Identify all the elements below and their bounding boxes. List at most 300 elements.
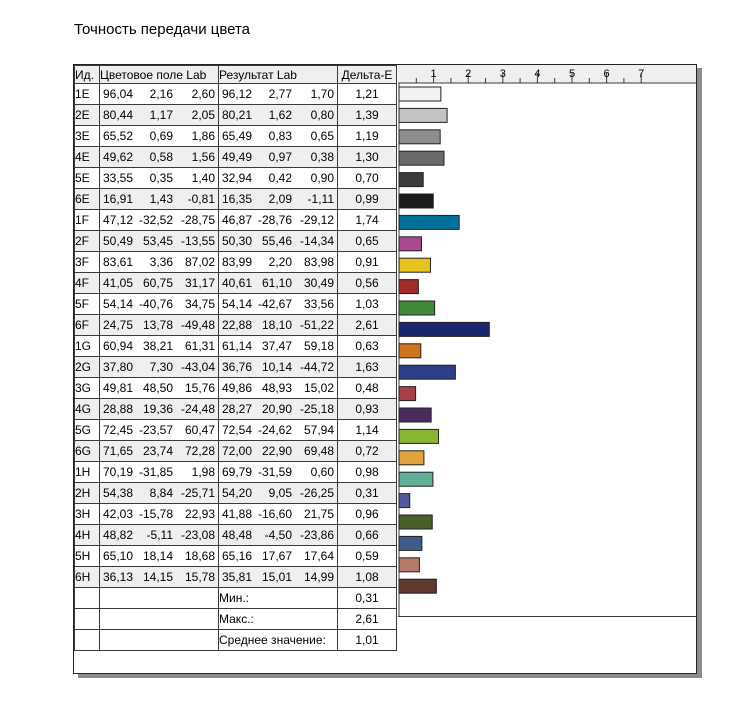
delta-e-value: 1,74 [338, 210, 397, 231]
patch-id: 3E [75, 126, 100, 147]
summary-row [75, 630, 397, 651]
lab-a-value: 8,84 [149, 486, 173, 500]
result-lab-cell [219, 567, 338, 588]
lab-a-value: 7,30 [149, 360, 173, 374]
lab-a-value: 2,77 [268, 87, 292, 101]
lab-b-value: 0,60 [310, 465, 334, 479]
delta-e-value: 1,63 [338, 357, 397, 378]
target-lab-cell [100, 126, 219, 147]
lab-a-value: 0,42 [268, 171, 292, 185]
lab-a-value: 22,90 [261, 444, 292, 458]
lab-l-value: 65,49 [221, 129, 252, 143]
lab-l-value: 50,49 [102, 234, 133, 248]
result-lab-cell [219, 378, 338, 399]
lab-l-value: 83,99 [221, 255, 252, 269]
delta-e-value: 1,39 [338, 105, 397, 126]
result-lab-cell [219, 441, 338, 462]
patch-id: 4G [75, 399, 100, 420]
lab-b-value: 0,65 [310, 129, 334, 143]
table-row [75, 105, 397, 126]
lab-a-value: 9,05 [268, 486, 292, 500]
delta-e-value: 1,08 [338, 567, 397, 588]
patch-id: 1H [75, 462, 100, 483]
lab-a-value: 53,45 [142, 234, 173, 248]
lab-a-value: 55,46 [261, 234, 292, 248]
lab-l-value: 46,87 [221, 213, 252, 227]
delta-e-value: 0,91 [338, 252, 397, 273]
table-row [75, 273, 397, 294]
delta-e-bar [399, 536, 422, 550]
target-lab-cell [100, 567, 219, 588]
lab-l-value: 80,21 [221, 108, 252, 122]
patch-id: 6H [75, 567, 100, 588]
delta-e-value: 0,65 [338, 231, 397, 252]
table-row [75, 441, 397, 462]
lab-a-value: 1,17 [149, 108, 173, 122]
color-accuracy-table [74, 65, 397, 651]
delta-e-bar [399, 258, 430, 272]
lab-b-value: 83,98 [303, 255, 334, 269]
lab-b-value: -0,81 [187, 192, 215, 206]
delta-e-bar [399, 344, 421, 358]
table-header-row [75, 66, 397, 84]
table-row [75, 567, 397, 588]
delta-e-bar-chart [398, 65, 696, 616]
lab-a-value: -31,59 [257, 465, 292, 479]
lab-l-value: 16,91 [102, 192, 133, 206]
lab-b-value: 0,90 [310, 171, 334, 185]
lab-l-value: 83,61 [102, 255, 133, 269]
target-lab-cell [100, 105, 219, 126]
lab-l-value: 96,04 [102, 87, 133, 101]
target-lab-cell [100, 546, 219, 567]
lab-a-value: 2,09 [268, 192, 292, 206]
x-tick-label: 4 [534, 68, 541, 80]
lab-b-value: 61,31 [184, 339, 215, 353]
target-lab-cell [100, 147, 219, 168]
lab-b-value: 31,17 [184, 276, 215, 290]
lab-a-value: -42,67 [257, 297, 292, 311]
lab-b-value: -24,48 [180, 402, 215, 416]
lab-b-value: -25,71 [180, 486, 215, 500]
lab-l-value: 41,05 [102, 276, 133, 290]
lab-b-value: -14,34 [299, 234, 334, 248]
delta-e-value: 0,48 [338, 378, 397, 399]
lab-a-value: -40,76 [138, 297, 173, 311]
lab-l-value: 54,14 [102, 297, 133, 311]
summary-label: Среднее значение: [219, 630, 338, 651]
lab-a-value: -32,52 [138, 213, 173, 227]
summary-label: Макс.: [219, 609, 338, 630]
delta-e-bar [399, 173, 423, 187]
table-row [75, 126, 397, 147]
lab-l-value: 28,27 [221, 402, 252, 416]
target-lab-cell [100, 273, 219, 294]
result-lab-cell [219, 462, 338, 483]
delta-e-bar [399, 558, 419, 572]
result-lab-cell [219, 483, 338, 504]
delta-e-bar [399, 429, 438, 443]
x-tick-label: 1 [430, 68, 437, 80]
lab-b-value: 1,86 [191, 129, 215, 143]
empty-cell [75, 630, 100, 651]
lab-b-value: 22,93 [184, 507, 215, 521]
summary-value: 1,01 [338, 630, 397, 651]
result-lab-cell [219, 231, 338, 252]
lab-l-value: 65,52 [102, 129, 133, 143]
header-delta-e: Дельта-E [338, 66, 397, 84]
table-row [75, 504, 397, 525]
patch-id: 2G [75, 357, 100, 378]
result-lab-cell [219, 168, 338, 189]
lab-a-value: -23,57 [138, 423, 173, 437]
patch-id: 5G [75, 420, 100, 441]
lab-l-value: 80,44 [102, 108, 133, 122]
lab-b-value: 87,02 [184, 255, 215, 269]
empty-cell [75, 609, 100, 630]
delta-e-bar [399, 194, 433, 208]
lab-a-value: 13,78 [142, 318, 173, 332]
patch-id: 3G [75, 378, 100, 399]
result-lab-cell [219, 399, 338, 420]
lab-a-value: 0,35 [149, 171, 173, 185]
color-accuracy-sheet [73, 64, 697, 674]
lab-a-value: 19,36 [142, 402, 173, 416]
lab-a-value: 17,67 [261, 549, 292, 563]
patch-id: 6E [75, 189, 100, 210]
lab-l-value: 72,45 [102, 423, 133, 437]
lab-l-value: 32,94 [221, 171, 252, 185]
result-lab-cell [219, 189, 338, 210]
table-row [75, 168, 397, 189]
target-lab-cell [100, 399, 219, 420]
lab-b-value: 57,94 [303, 423, 334, 437]
lab-b-value: -29,12 [299, 213, 334, 227]
target-lab-cell [100, 210, 219, 231]
lab-b-value: 33,56 [303, 297, 334, 311]
lab-b-value: 15,78 [184, 570, 215, 584]
lab-b-value: 21,75 [303, 507, 334, 521]
lab-b-value: 17,64 [303, 549, 334, 563]
patch-id: 5F [75, 294, 100, 315]
lab-a-value: 2,20 [268, 255, 292, 269]
delta-e-value: 1,21 [338, 84, 397, 105]
lab-l-value: 60,94 [102, 339, 133, 353]
target-lab-cell [100, 525, 219, 546]
lab-b-value: 15,02 [303, 381, 334, 395]
lab-l-value: 49,62 [102, 150, 133, 164]
delta-e-bar [399, 579, 436, 593]
lab-a-value: -16,60 [257, 507, 292, 521]
table-row [75, 147, 397, 168]
lab-b-value: 1,40 [191, 171, 215, 185]
lab-b-value: -28,75 [180, 213, 215, 227]
summary-label: Мин.: [219, 588, 338, 609]
lab-a-value: 23,74 [142, 444, 173, 458]
delta-e-value: 1,14 [338, 420, 397, 441]
x-tick-label: 6 [603, 68, 610, 80]
lab-l-value: 54,14 [221, 297, 252, 311]
lab-a-value: -5,11 [146, 528, 173, 542]
lab-l-value: 96,12 [221, 87, 252, 101]
table-row [75, 252, 397, 273]
target-lab-cell [100, 504, 219, 525]
target-lab-cell [100, 336, 219, 357]
lab-a-value: 18,10 [261, 318, 292, 332]
lab-a-value: 3,36 [149, 255, 173, 269]
delta-e-bar [399, 322, 489, 336]
table-row [75, 336, 397, 357]
x-tick-label: 5 [568, 68, 576, 80]
lab-a-value: 20,90 [261, 402, 292, 416]
delta-e-bar [399, 237, 421, 251]
result-lab-cell [219, 420, 338, 441]
patch-id: 1G [75, 336, 100, 357]
patch-id: 3F [75, 252, 100, 273]
lab-l-value: 48,48 [221, 528, 252, 542]
lab-b-value: -13,55 [180, 234, 215, 248]
result-lab-cell [219, 357, 338, 378]
delta-e-bar [399, 515, 432, 529]
lab-l-value: 49,81 [102, 381, 133, 395]
x-tick-label: 3 [499, 68, 506, 80]
lab-a-value: 48,93 [261, 381, 292, 395]
lab-b-value: -51,22 [299, 318, 334, 332]
table-row [75, 483, 397, 504]
table-row [75, 315, 397, 336]
result-lab-cell [219, 252, 338, 273]
lab-l-value: 72,54 [221, 423, 252, 437]
empty-cell [100, 588, 219, 609]
target-lab-cell [100, 420, 219, 441]
table-row [75, 546, 397, 567]
lab-a-value: 15,01 [261, 570, 292, 584]
header-result-lab: Результат Lab [219, 66, 338, 84]
chart-axis-header [398, 65, 696, 83]
lab-b-value: 34,75 [184, 297, 215, 311]
lab-a-value: 1,43 [149, 192, 173, 206]
lab-l-value: 22,88 [221, 318, 252, 332]
lab-l-value: 47,12 [102, 213, 133, 227]
delta-e-value: 0,31 [338, 483, 397, 504]
delta-e-bar [399, 87, 441, 101]
header-id: Ид. [75, 66, 100, 84]
lab-b-value: 14,99 [303, 570, 334, 584]
lab-a-value: 48,50 [142, 381, 173, 395]
delta-e-bar [399, 408, 431, 422]
page-title: Точность передачи цвета [74, 21, 251, 38]
summary-value: 2,61 [338, 609, 397, 630]
delta-e-value: 0,72 [338, 441, 397, 462]
delta-e-value: 0,70 [338, 168, 397, 189]
summary-row [75, 609, 397, 630]
patch-id: 4E [75, 147, 100, 168]
lab-l-value: 50,30 [221, 234, 252, 248]
lab-a-value: 38,21 [142, 339, 173, 353]
lab-l-value: 33,55 [102, 171, 133, 185]
lab-b-value: 2,60 [191, 87, 215, 101]
patch-id: 5H [75, 546, 100, 567]
lab-b-value: 1,70 [310, 87, 334, 101]
patch-id: 5E [75, 168, 100, 189]
lab-a-value: 37,47 [261, 339, 292, 353]
lab-b-value: 1,56 [191, 150, 215, 164]
table-row [75, 525, 397, 546]
delta-e-value: 1,19 [338, 126, 397, 147]
target-lab-cell [100, 168, 219, 189]
lab-b-value: -49,48 [180, 318, 215, 332]
lab-l-value: 16,35 [221, 192, 252, 206]
delta-e-bar [399, 130, 440, 144]
lab-l-value: 36,76 [221, 360, 252, 374]
lab-l-value: 65,16 [221, 549, 252, 563]
lab-l-value: 61,14 [221, 339, 252, 353]
target-lab-cell [100, 378, 219, 399]
lab-b-value: 18,68 [184, 549, 215, 563]
lab-b-value: 60,47 [184, 423, 215, 437]
result-lab-cell [219, 525, 338, 546]
lab-l-value: 41,88 [221, 507, 252, 521]
delta-e-bar [399, 365, 455, 379]
patch-id: 1F [75, 210, 100, 231]
result-lab-cell [219, 294, 338, 315]
result-lab-cell [219, 126, 338, 147]
delta-e-bar [399, 494, 410, 508]
delta-e-bar [399, 280, 418, 294]
lab-b-value: 15,76 [184, 381, 215, 395]
lab-l-value: 36,13 [102, 570, 133, 584]
patch-id: 4H [75, 525, 100, 546]
table-row [75, 399, 397, 420]
result-lab-cell [219, 273, 338, 294]
lab-l-value: 37,80 [102, 360, 133, 374]
delta-e-bar [399, 472, 433, 486]
lab-l-value: 54,20 [221, 486, 252, 500]
patch-id: 2F [75, 231, 100, 252]
lab-l-value: 35,81 [221, 570, 252, 584]
lab-a-value: 61,10 [261, 276, 292, 290]
patch-id: 6G [75, 441, 100, 462]
lab-a-value: 14,15 [142, 570, 173, 584]
lab-b-value: 0,80 [310, 108, 334, 122]
patch-id: 4F [75, 273, 100, 294]
delta-e-value: 0,98 [338, 462, 397, 483]
lab-a-value: -4,50 [264, 528, 292, 542]
target-lab-cell [100, 189, 219, 210]
lab-a-value: 0,83 [268, 129, 292, 143]
target-lab-cell [100, 252, 219, 273]
table-row [75, 462, 397, 483]
lab-l-value: 54,38 [102, 486, 133, 500]
lab-a-value: 60,75 [142, 276, 173, 290]
lab-b-value: 0,38 [310, 150, 334, 164]
target-lab-cell [100, 462, 219, 483]
patch-id: 6F [75, 315, 100, 336]
lab-l-value: 72,00 [221, 444, 252, 458]
result-lab-cell [219, 105, 338, 126]
summary-row [75, 588, 397, 609]
delta-e-bar [399, 151, 444, 165]
chart-footer-area [398, 616, 696, 674]
result-lab-cell [219, 336, 338, 357]
lab-l-value: 42,03 [102, 507, 133, 521]
header-target-lab: Цветовое поле Lab [100, 66, 219, 84]
target-lab-cell [100, 294, 219, 315]
delta-e-value: 1,03 [338, 294, 397, 315]
delta-e-bar [399, 108, 447, 122]
lab-a-value: 18,14 [142, 549, 173, 563]
target-lab-cell [100, 84, 219, 105]
lab-b-value: 72,28 [184, 444, 215, 458]
result-lab-cell [219, 84, 338, 105]
lab-b-value: -23,86 [299, 528, 334, 542]
empty-cell [100, 630, 219, 651]
patch-id: 3H [75, 504, 100, 525]
lab-l-value: 49,49 [221, 150, 252, 164]
lab-l-value: 49,86 [221, 381, 252, 395]
lab-a-value: 0,97 [268, 150, 292, 164]
lab-b-value: 2,05 [191, 108, 215, 122]
result-lab-cell [219, 210, 338, 231]
lab-l-value: 70,19 [102, 465, 133, 479]
delta-e-value: 0,96 [338, 504, 397, 525]
lab-l-value: 28,88 [102, 402, 133, 416]
empty-cell [75, 588, 100, 609]
x-tick-label: 2 [465, 68, 472, 80]
table-row [75, 420, 397, 441]
lab-a-value: -31,85 [138, 465, 173, 479]
lab-b-value: -23,08 [180, 528, 215, 542]
delta-e-bar [399, 387, 416, 401]
target-lab-cell [100, 357, 219, 378]
table-row [75, 231, 397, 252]
lab-a-value: -28,76 [257, 213, 292, 227]
lab-b-value: -44,72 [299, 360, 334, 374]
patch-id: 1E [75, 84, 100, 105]
delta-e-value: 0,63 [338, 336, 397, 357]
result-lab-cell [219, 504, 338, 525]
table-row [75, 189, 397, 210]
delta-e-value: 0,93 [338, 399, 397, 420]
x-tick-label: 7 [638, 68, 645, 80]
delta-e-value: 2,61 [338, 315, 397, 336]
target-lab-cell [100, 315, 219, 336]
lab-a-value: 1,62 [268, 108, 292, 122]
delta-e-value: 0,66 [338, 525, 397, 546]
lab-l-value: 40,61 [221, 276, 252, 290]
lab-l-value: 65,10 [102, 549, 133, 563]
lab-a-value: 0,58 [149, 150, 173, 164]
patch-id: 2E [75, 105, 100, 126]
delta-e-value: 1,30 [338, 147, 397, 168]
lab-b-value: 69,48 [303, 444, 334, 458]
delta-e-bar [399, 215, 459, 229]
table-row [75, 210, 397, 231]
target-lab-cell [100, 231, 219, 252]
lab-b-value: 1,98 [191, 465, 215, 479]
lab-b-value: -25,18 [299, 402, 334, 416]
result-lab-cell [219, 546, 338, 567]
delta-e-chart-svg [398, 65, 696, 616]
result-lab-cell [219, 315, 338, 336]
lab-b-value: -26,25 [299, 486, 334, 500]
lab-a-value: -15,78 [138, 507, 173, 521]
delta-e-value: 0,59 [338, 546, 397, 567]
table-row [75, 84, 397, 105]
lab-a-value: -24,62 [257, 423, 292, 437]
result-lab-cell [219, 147, 338, 168]
lab-b-value: -1,11 [307, 192, 334, 206]
